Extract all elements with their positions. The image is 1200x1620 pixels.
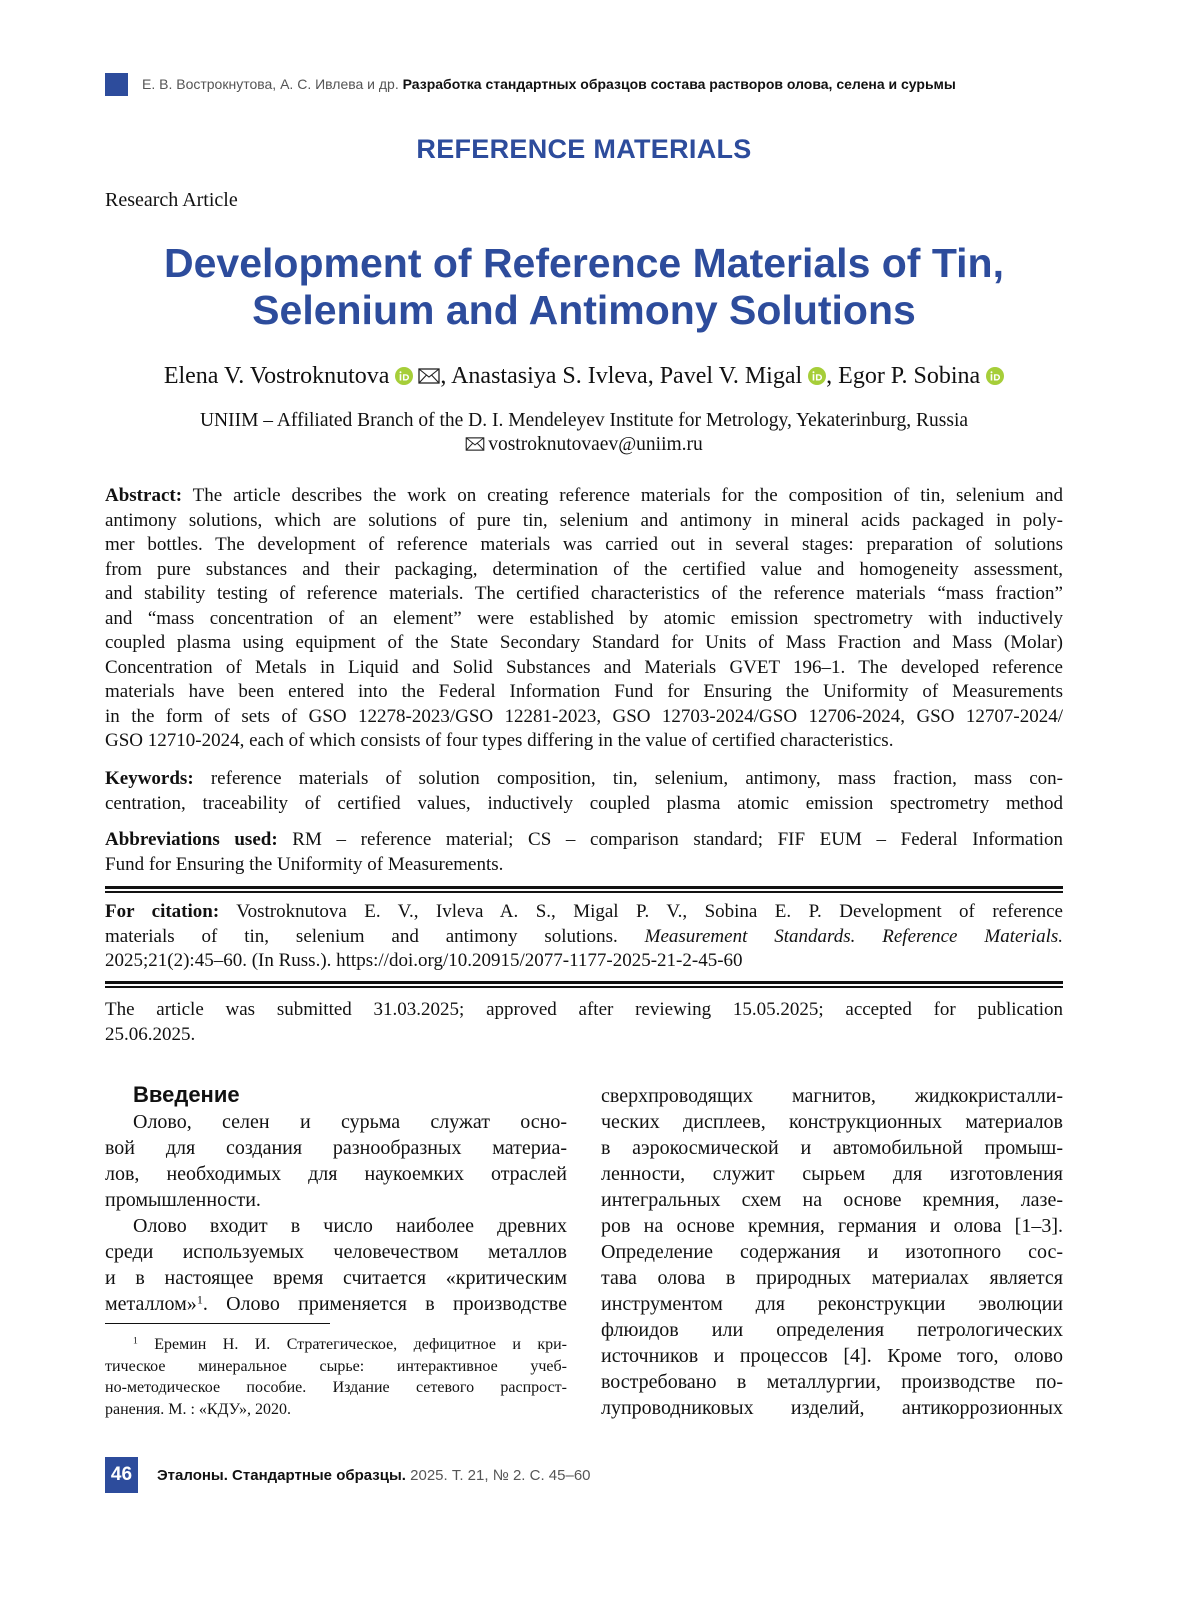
footnote-text: Еремин Н. И. Стратегическое, дефицитное и кри-	[154, 1336, 567, 1353]
submission-dates	[105, 998, 1063, 1047]
footnote-rule	[105, 1323, 330, 1324]
author-separator: ,	[647, 363, 654, 389]
abbreviations	[105, 828, 1063, 877]
footnote-line: но-методическое пособие. Издание сетевого распрост-	[105, 1379, 567, 1397]
paragraph-line: промышленности.	[105, 1189, 261, 1211]
abbreviations-line	[105, 828, 1063, 853]
footer-issue: 2025. Т. 21, № 2. С. 45–60	[410, 1467, 591, 1484]
double-rule-bottom	[105, 891, 1063, 893]
citation-line	[105, 949, 1063, 974]
running-header-title: Разработка стандартных образцов состава растворов олова, селена и сурьмы	[402, 76, 956, 92]
footnote-line	[105, 1334, 567, 1356]
paragraph-line: флюидов или определения петрологических	[601, 1319, 1063, 1341]
orcid-icon[interactable]	[395, 367, 413, 385]
keywords	[105, 767, 1063, 816]
author-name: Pavel V. Migal	[659, 363, 803, 389]
paragraph-line	[105, 1291, 567, 1317]
paragraph-line: и в настоящее время считается «критическим	[105, 1267, 567, 1289]
section-label: REFERENCE MATERIALS	[416, 134, 752, 164]
paragraph-line: инструментом для реконструкции эволюции	[601, 1293, 1063, 1315]
keywords-line: centration, traceability of certified values, inductively coupled plasma atomic emission spectrometry method	[105, 792, 1063, 814]
author-name: Anastasiya S. Ivleva	[451, 363, 648, 389]
title-line: Development of Reference Materials of Tin,	[164, 240, 1004, 286]
abstract-label: Abstract:	[105, 485, 183, 506]
footnote-marker: 1	[133, 1335, 138, 1347]
paragraph-text: металлом»	[105, 1293, 197, 1315]
paragraph-line: Олово, селен и сурьма служат осно-	[133, 1111, 567, 1133]
paragraph-line: среди используемых человечеством металлов	[105, 1241, 567, 1263]
running-footer	[157, 1466, 591, 1486]
abbreviations-label: Abbreviations used:	[105, 829, 278, 850]
left-column	[105, 1109, 567, 1317]
abstract-line: and stability testing of reference materials. The certified characteristics of the reference materials “mass fraction”	[105, 583, 1063, 604]
paragraph-line: сверхпроводящих магнитов, жидкокристалли-	[601, 1085, 1063, 1107]
abstract-line: in the form of sets of GSO 12278-2023/GSO 12281-2023, GSO 12703-2024/GSO 12706-2024, GSO 12707-2024/	[105, 705, 1063, 727]
paragraph-line: востребовано в металлургии, производстве по-	[601, 1371, 1063, 1393]
running-header	[142, 75, 956, 93]
abstract-line: and “mass concentration of an element” were established by atomic emission spectrometry with inductively	[105, 607, 1063, 629]
abstract-line: Concentration of Metals in Liquid and Solid Substances and Materials GVET 196–1. The developed reference	[105, 656, 1063, 678]
mail-icon	[465, 437, 485, 451]
author-separator: ,	[826, 363, 833, 389]
abstract-line: coupled plasma using equipment of the State Secondary Standard for Units of Mass Fraction and Mass (Molar)	[105, 632, 1063, 653]
abstract-line: materials have been entered into the Federal Information Fund for Ensuring the Uniformity of Measurements	[105, 681, 1063, 702]
author-name: Egor P. Sobina	[838, 363, 981, 389]
abstract-line: mer bottles. The development of reference materials was carried out in several stages: preparation of solutions	[105, 534, 1063, 555]
paragraph-line: ческих дисплеев, конструкционных материалов	[601, 1111, 1063, 1133]
keywords-text: reference materials of solution composition, tin, selenium, antimony, mass fraction, mass con-	[210, 768, 1063, 789]
author-separator: ,	[440, 363, 447, 389]
footer-journal: Эталоны. Стандартные образцы.	[157, 1467, 406, 1484]
paragraph-line: источников и процессов [4]. Кроме того, олово	[601, 1345, 1063, 1367]
header-marker	[105, 73, 128, 96]
paragraph-line: тава олова в природных материалах является	[601, 1267, 1063, 1289]
keywords-line	[105, 767, 1063, 792]
page-number: 46	[105, 1457, 138, 1493]
title-line: Selenium and Antimony Solutions	[252, 287, 916, 333]
keywords-label: Keywords:	[105, 768, 194, 789]
author-name: Elena V. Vostroknutova	[163, 363, 390, 389]
abstract-line	[105, 484, 1063, 509]
footnote-line: тическое минеральное сырье: интерактивное учеб-	[105, 1357, 567, 1375]
right-column	[601, 1083, 1063, 1421]
paragraph-line: в аэрокосмической и автомобильной промыш-	[601, 1137, 1063, 1159]
footnote-ref[interactable]: 1	[196, 1292, 203, 1307]
paragraph-line: ленности, служит сырьем для изготовления	[601, 1163, 1063, 1185]
article-title	[105, 240, 1063, 334]
submission-line: 25.06.2025.	[105, 1023, 196, 1045]
author-list	[105, 361, 1063, 391]
abbreviations-line: Fund for Ensuring the Uniformity of Measurements.	[105, 853, 504, 875]
paragraph-line: лов, необходимых для наукоемких отраслей	[105, 1163, 567, 1185]
paragraph-line: Определение содержания и изотопного сос-	[601, 1241, 1063, 1263]
citation-journal: Measurement Standards. Reference Materials.	[644, 925, 1063, 947]
citation-label: For citation:	[105, 901, 220, 922]
footnote	[105, 1334, 567, 1421]
citation-text: Vostroknutova E. V., Ivleva A. S., Migal P. V., Sobina E. P. Development of reference	[236, 901, 1063, 922]
citation-line	[105, 925, 1063, 950]
double-rule-top	[105, 886, 1063, 889]
abstract	[105, 484, 1063, 754]
citation-text: 2025;21(2):45–60. (In Russ.).	[105, 950, 332, 971]
footnote-line: ранения. М. : «КДУ», 2020.	[105, 1401, 292, 1419]
paragraph-line: Олово входит в число наиболее древних	[133, 1215, 567, 1237]
double-rule-bottom	[105, 986, 1063, 988]
paragraph-line: ров на основе кремния, германия и олова [1–3].	[601, 1215, 1063, 1237]
mail-icon[interactable]	[418, 368, 440, 384]
citation	[105, 900, 1063, 974]
orcid-icon[interactable]	[986, 367, 1004, 385]
abstract-line: antimony solutions, which are solutions of pure tin, selenium and antimony in mineral acids packaged in poly-	[105, 509, 1063, 531]
double-rule-top	[105, 981, 1063, 984]
paragraph-line: лупроводниковых изделий, антикоррозионных	[601, 1397, 1063, 1419]
citation-text: materials of tin, selenium and antimony solutions.	[105, 925, 618, 947]
email-line	[105, 433, 1063, 457]
email-link[interactable]: vostroknutovaev@uniim.ru	[488, 434, 703, 455]
article-type: Research Article	[105, 189, 238, 211]
paragraph-line: вой для создания разнообразных материа-	[105, 1137, 567, 1159]
abstract-line: GSO 12710-2024, each of which consists of four types differing in the value of certified characteristics.	[105, 730, 894, 751]
abbreviations-text: RM – reference material; CS – comparison standard; FIF EUM – Federal Information	[292, 829, 1063, 850]
submission-line: The article was submitted 31.03.2025; approved after reviewing 15.05.2025; accepted for publication	[105, 999, 1063, 1020]
abstract-line: from pure substances and their packaging, determination of the certified value and homogeneity assessment,	[105, 558, 1063, 580]
affiliation: UNIIM – Affiliated Branch of the D. I. Mendeleyev Institute for Metrology, Yekaterinburg, Russia	[199, 410, 969, 431]
section-heading: Введение	[133, 1082, 240, 1107]
paragraph-line: интегральных схем на основе кремния, лазе-	[601, 1189, 1063, 1211]
doi-link[interactable]: https://doi.org/10.20915/2077-1177-2025-21-2-45-60	[336, 950, 743, 971]
citation-line	[105, 900, 1063, 925]
abstract-text: The article describes the work on creating reference materials for the composition of tin, selenium and	[192, 485, 1063, 506]
paragraph-text: . Олово применяется в производстве	[202, 1293, 567, 1315]
running-header-authors: Е. В. Вострокнутова, А. С. Ивлева и др.	[142, 76, 399, 92]
orcid-icon[interactable]	[808, 367, 826, 385]
